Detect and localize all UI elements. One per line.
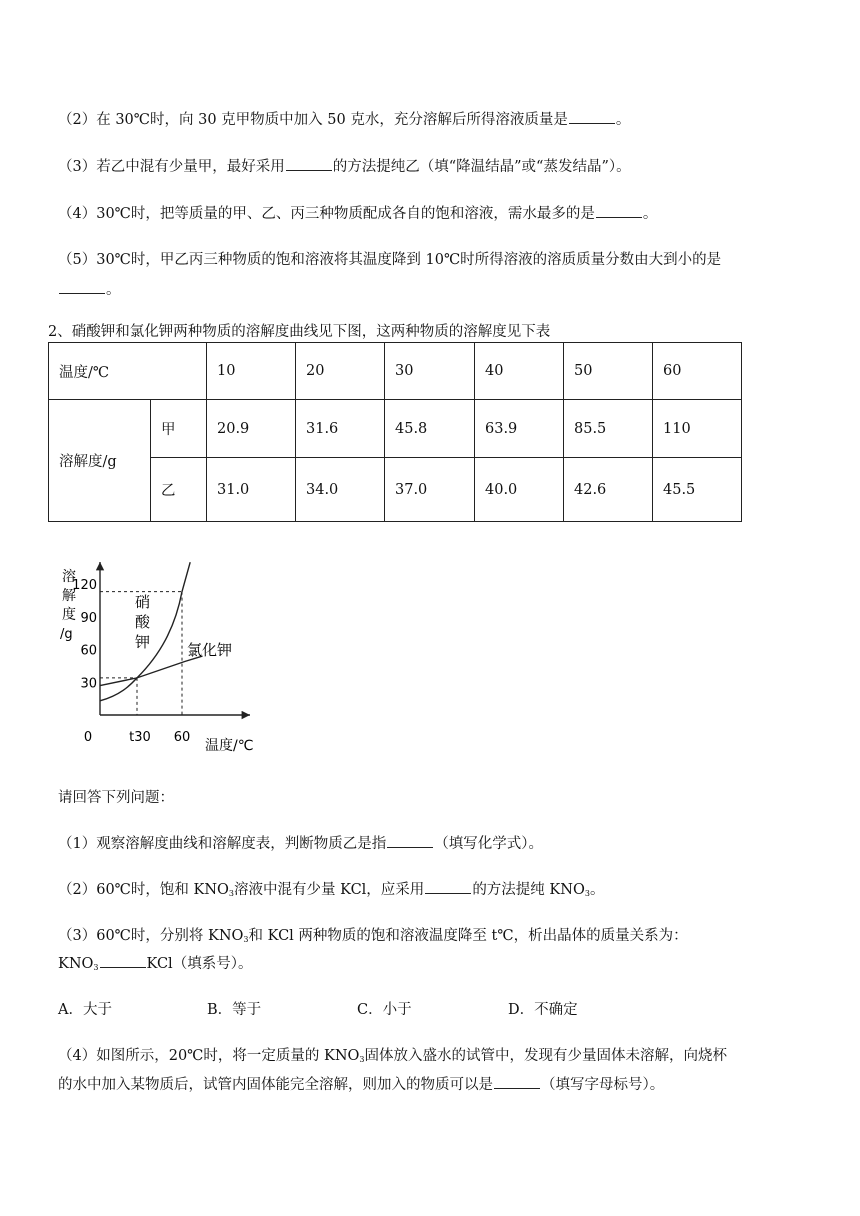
option-c[interactable]: C．小于 [357,1002,412,1018]
question-2-intro: 2、硝酸钾和氯化钾两种物质的溶解度曲线见下图，这两种物质的溶解度见下表 [48,324,551,340]
series-line-kcl [100,656,203,685]
question-4: （4）30℃时，把等质量的甲、乙、丙三种物质配成各自的饱和溶液，需水最多的是 。 [58,206,658,222]
series-line-kno3 [100,562,190,701]
value-cell: 34.0 [296,458,385,522]
temperature-header: 温度/℃ [49,343,207,400]
value-cell: 37.0 [385,458,475,522]
answer-blank[interactable] [569,122,615,124]
y-axis-label: 溶 [62,569,76,585]
answer-prompt: 请回答下列问题： [58,790,174,806]
answer-blank[interactable] [596,216,642,218]
substance-name: 乙 [151,458,207,522]
q2-item-4: （4）如图所示，20℃时，将一定质量的 $KNO_3$固体放入盛水的试管中，发现有少量固体未溶解，向烧杯 [58,1048,728,1064]
q2-item-2: （2）60℃时，饱和 $KNO_3$溶液中混有少量 KCl，应采用 的方法提纯 $KNO_3$。 [58,882,605,898]
y-axis-label: 度 [62,607,76,623]
series-label-kcl: 氯化钾 [187,641,233,659]
question-2: （2）在 30℃时，向 30 克甲物质中加入 50 克水，充分溶解后所得溶液质量是 。 [58,112,631,128]
answer-blank[interactable] [59,292,105,294]
x-axis-label: 温度/℃ [205,738,254,754]
solubility-header: 溶解度/g [49,400,151,522]
series-label-kno3: 酸 [135,613,151,631]
y-axis-label: 解 [62,588,76,604]
q2-item-4-continued: 的水中加入某物质后，试管内固体能完全溶解，则加入的物质可以是 （填写字母标号）。 [58,1077,665,1093]
option-a[interactable]: A．大于 [58,1002,112,1018]
question-5-continued: 。 [58,278,121,299]
temp-cell: 10 [207,343,296,400]
x-tick-label: 0 [83,730,93,745]
value-cell: 63.9 [475,400,564,458]
answer-blank[interactable] [387,846,433,848]
temperature-row [49,343,742,400]
temp-cell: 60 [653,343,742,400]
option-b[interactable]: B．等于 [207,1002,262,1018]
y-tick-label: 30 [80,676,97,692]
temp-cell: 30 [385,343,475,400]
option-d[interactable]: D．不确定 [508,1002,578,1018]
answer-blank[interactable] [425,892,471,894]
value-cell: 31.6 [296,400,385,458]
q2-item-1: （1）观察溶解度曲线和溶解度表，判断物质乙是指 （填写化学式）。 [58,836,543,852]
value-cell: 20.9 [207,400,296,458]
temp-cell: 20 [296,343,385,400]
value-cell: 85.5 [564,400,653,458]
q2-item-3: （3）60℃时，分别将 $KNO_3$和 KCl 两种物质的饱和溶液温度降至 t℃，析出晶体的质量关系为： [58,928,688,944]
x-tick-label: 60 [173,730,191,745]
value-cell: 31.0 [207,458,296,522]
y-tick-label: 60 [80,643,97,659]
y-tick-label: 120 [72,578,97,593]
y-axis-label: /g [60,627,73,642]
x-tick-label: t30 [129,730,151,745]
value-cell: 40.0 [475,458,564,522]
answer-blank[interactable] [286,169,332,171]
q2-item-3-continued: $KNO_3$ KCl（填系号）。 [58,956,253,972]
question-5: （5）30℃时，甲乙丙三种物质的饱和溶液将其温度降到 10℃时所得溶液的溶质质量分数由大到小的是 [58,252,722,268]
solubility-row-a [49,400,742,458]
solubility-chart [55,560,265,760]
temp-cell: 40 [475,343,564,400]
answer-blank[interactable] [494,1087,540,1089]
question-3: （3）若乙中混有少量甲，最好采用 的方法提纯乙（填“降温结晶”或“蒸发结晶”）。 [58,159,631,175]
answer-blank[interactable] [100,966,146,968]
value-cell: 45.5 [653,458,742,522]
substance-name: 甲 [151,400,207,458]
temp-cell: 50 [564,343,653,400]
value-cell: 42.6 [564,458,653,522]
solubility-table [48,342,742,522]
series-label-kno3: 硝 [135,593,151,611]
value-cell: 45.8 [385,400,475,458]
solubility-row-b [49,458,742,522]
y-tick-label: 90 [80,610,97,626]
value-cell: 110 [653,400,742,458]
series-label-kno3: 钾 [135,633,151,651]
